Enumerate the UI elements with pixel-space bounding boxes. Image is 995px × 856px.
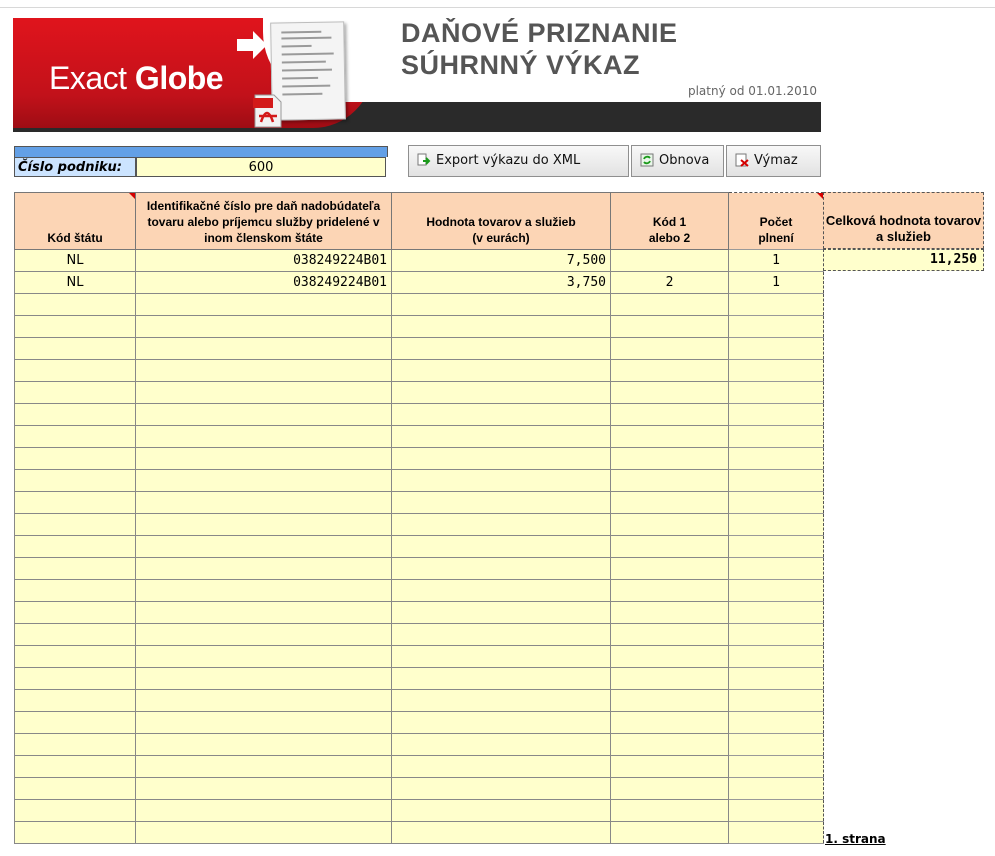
cell-vat-id[interactable] (136, 624, 392, 646)
cell-value[interactable] (392, 404, 611, 426)
cell-country-code[interactable] (15, 360, 136, 382)
cell-vat-id[interactable] (136, 580, 392, 602)
cell-count[interactable] (729, 668, 824, 690)
cell-country-code[interactable] (15, 580, 136, 602)
cell-country-code[interactable] (15, 624, 136, 646)
cell-count[interactable] (729, 338, 824, 360)
cell-code[interactable] (611, 426, 729, 448)
table-row (15, 646, 824, 668)
table-row (15, 294, 824, 316)
refresh-button[interactable] (631, 145, 724, 177)
cell-vat-id[interactable] (136, 382, 392, 404)
cell-count[interactable] (729, 360, 824, 382)
cell-vat-id[interactable] (136, 646, 392, 668)
cell-country-code[interactable] (15, 470, 136, 492)
summary-report-table (14, 192, 824, 844)
cell-count[interactable] (729, 690, 824, 712)
cell-count[interactable] (729, 404, 824, 426)
table-row (15, 360, 824, 382)
table-row (15, 690, 824, 712)
table-row (15, 668, 824, 690)
cell-value[interactable] (392, 712, 611, 734)
cell-value[interactable]: 3,750 (392, 272, 611, 294)
cell-vat-id[interactable] (136, 448, 392, 470)
cell-code[interactable] (611, 646, 729, 668)
cell-vat-id[interactable] (136, 316, 392, 338)
cell-value[interactable] (392, 294, 611, 316)
cell-value[interactable] (392, 426, 611, 448)
cell-value[interactable] (392, 580, 611, 602)
cell-value[interactable] (392, 734, 611, 756)
cell-country-code[interactable] (15, 448, 136, 470)
arrow-right-icon (235, 28, 269, 62)
cell-code[interactable] (611, 316, 729, 338)
page-title-line2: SÚHRNNÝ VÝKAZ (401, 50, 641, 80)
table-row (15, 734, 824, 756)
cell-vat-id[interactable] (136, 668, 392, 690)
cell-value[interactable] (392, 668, 611, 690)
cell-vat-id[interactable] (136, 734, 392, 756)
cell-count[interactable] (729, 470, 824, 492)
col-header-count: Počet plnení (729, 193, 824, 250)
table-row (15, 580, 824, 602)
cell-value[interactable]: 7,500 (392, 250, 611, 272)
delete-button[interactable] (726, 145, 821, 177)
cell-country-code[interactable] (15, 426, 136, 448)
cell-code[interactable] (611, 338, 729, 360)
table-row (15, 778, 824, 800)
cell-count[interactable] (729, 624, 824, 646)
cell-count[interactable] (729, 646, 824, 668)
col-header-code: Kód 1 alebo 2 (611, 193, 729, 250)
cell-count[interactable] (729, 734, 824, 756)
cell-count[interactable] (729, 294, 824, 316)
cell-count[interactable] (729, 800, 824, 822)
table-row (15, 602, 824, 624)
cell-count[interactable] (729, 514, 824, 536)
table-row (15, 712, 824, 734)
cell-count[interactable] (729, 712, 824, 734)
cell-code[interactable] (611, 712, 729, 734)
cell-code[interactable] (611, 448, 729, 470)
cell-country-code[interactable] (15, 536, 136, 558)
export-xml-label: Export výkazu do XML (436, 153, 581, 168)
cell-code[interactable] (611, 360, 729, 382)
exact-globe-banner (13, 18, 821, 132)
cell-count[interactable]: 1 (729, 250, 824, 272)
table-row (15, 338, 824, 360)
total-value-header: Celková hodnota tovarov a služieb (823, 192, 984, 249)
pdf-icon (253, 94, 283, 128)
cell-country-code[interactable] (15, 690, 136, 712)
cell-code[interactable] (611, 250, 729, 272)
cell-count[interactable] (729, 756, 824, 778)
cell-count[interactable] (729, 602, 824, 624)
cell-value[interactable] (392, 536, 611, 558)
cell-value[interactable] (392, 558, 611, 580)
cell-code[interactable] (611, 734, 729, 756)
cell-country-code[interactable]: NL (15, 272, 136, 294)
table-row (15, 514, 824, 536)
table-row (15, 426, 824, 448)
cell-value[interactable] (392, 778, 611, 800)
cell-code[interactable] (611, 602, 729, 624)
table-row (15, 822, 824, 844)
total-value-cell: 11,250 (823, 249, 984, 271)
cell-code[interactable] (611, 756, 729, 778)
cell-country-code[interactable] (15, 822, 136, 844)
cell-code[interactable] (611, 558, 729, 580)
cell-count[interactable] (729, 448, 824, 470)
table-row (15, 250, 824, 272)
cell-value[interactable] (392, 360, 611, 382)
cell-vat-id[interactable] (136, 338, 392, 360)
cell-vat-id[interactable] (136, 404, 392, 426)
cell-count[interactable] (729, 822, 824, 844)
cell-code[interactable] (611, 800, 729, 822)
table-row (15, 382, 824, 404)
cell-count[interactable] (729, 316, 824, 338)
table-row (15, 800, 824, 822)
cell-country-code[interactable]: NL (15, 250, 136, 272)
cell-country-code[interactable] (15, 712, 136, 734)
cell-code[interactable] (611, 492, 729, 514)
export-icon (417, 153, 431, 167)
cell-country-code[interactable] (15, 514, 136, 536)
table-header-row (15, 193, 824, 250)
cell-value[interactable] (392, 316, 611, 338)
exact-globe-logo: Exact Globe (49, 60, 224, 96)
cell-vat-id[interactable] (136, 558, 392, 580)
cell-vat-id[interactable] (136, 712, 392, 734)
table-row (15, 492, 824, 514)
cell-value[interactable] (392, 492, 611, 514)
table-row (15, 316, 824, 338)
table-row (15, 558, 824, 580)
cell-vat-id[interactable] (136, 426, 392, 448)
cell-vat-id[interactable] (136, 822, 392, 844)
cell-code[interactable] (611, 690, 729, 712)
cell-country-code[interactable] (15, 492, 136, 514)
cell-code[interactable] (611, 404, 729, 426)
cell-code[interactable] (611, 580, 729, 602)
top-divider (0, 7, 995, 8)
cell-country-code[interactable] (15, 602, 136, 624)
cell-country-code[interactable] (15, 558, 136, 580)
cell-count[interactable] (729, 558, 824, 580)
cell-code[interactable] (611, 624, 729, 646)
cell-country-code[interactable] (15, 756, 136, 778)
cell-code[interactable] (611, 668, 729, 690)
cell-code[interactable] (611, 470, 729, 492)
company-header-bar (14, 146, 388, 157)
cell-country-code[interactable] (15, 778, 136, 800)
table-row (15, 448, 824, 470)
cell-vat-id[interactable] (136, 470, 392, 492)
cell-count[interactable]: 1 (729, 272, 824, 294)
cell-value[interactable] (392, 514, 611, 536)
cell-value[interactable] (392, 624, 611, 646)
cell-count[interactable] (729, 426, 824, 448)
cell-vat-id[interactable] (136, 756, 392, 778)
table-row (15, 404, 824, 426)
col-header-vat-id: Identifikačné číslo pre daň nadobúdateľa tovaru alebo príjemcu služby pridelené v inom členskom štáte (136, 193, 392, 250)
cell-value[interactable] (392, 338, 611, 360)
table-row (15, 536, 824, 558)
cell-code[interactable] (611, 514, 729, 536)
cell-code[interactable]: 2 (611, 272, 729, 294)
company-number-field[interactable]: 600 (136, 157, 386, 177)
cell-code[interactable] (611, 822, 729, 844)
cell-country-code[interactable] (15, 800, 136, 822)
cell-vat-id[interactable] (136, 514, 392, 536)
cell-value[interactable] (392, 448, 611, 470)
refresh-label: Obnova (659, 153, 710, 168)
table-row (15, 272, 824, 294)
cell-vat-id[interactable] (136, 536, 392, 558)
comment-marker-icon (129, 193, 135, 199)
cell-country-code[interactable] (15, 338, 136, 360)
cell-value[interactable] (392, 690, 611, 712)
cell-country-code[interactable] (15, 294, 136, 316)
cell-code[interactable] (611, 294, 729, 316)
col-header-value: Hodnota tovarov a služieb (v eurách) (392, 193, 611, 250)
cell-value[interactable] (392, 602, 611, 624)
export-xml-button[interactable] (408, 145, 629, 177)
cell-vat-id[interactable] (136, 800, 392, 822)
table-row (15, 624, 824, 646)
cell-value[interactable] (392, 646, 611, 668)
delete-icon (735, 153, 749, 167)
cell-country-code[interactable] (15, 734, 136, 756)
delete-label: Výmaz (754, 153, 798, 168)
page-title-line1: DAŇOVÉ PRIZNANIE (401, 18, 678, 48)
cell-vat-id[interactable] (136, 294, 392, 316)
cell-country-code[interactable] (15, 382, 136, 404)
cell-count[interactable] (729, 382, 824, 404)
cell-count[interactable] (729, 492, 824, 514)
cell-count[interactable] (729, 778, 824, 800)
cell-vat-id[interactable]: 038249224B01 (136, 272, 392, 294)
cell-code[interactable] (611, 536, 729, 558)
cell-code[interactable] (611, 778, 729, 800)
cell-country-code[interactable] (15, 668, 136, 690)
table-row (15, 470, 824, 492)
cell-code[interactable] (611, 382, 729, 404)
cell-value[interactable] (392, 800, 611, 822)
page-number-link[interactable]: 1. strana (825, 832, 886, 846)
cell-vat-id[interactable] (136, 492, 392, 514)
cell-vat-id[interactable] (136, 360, 392, 382)
cell-count[interactable] (729, 536, 824, 558)
cell-vat-id[interactable]: 038249224B01 (136, 250, 392, 272)
cell-country-code[interactable] (15, 404, 136, 426)
cell-vat-id[interactable] (136, 778, 392, 800)
col-header-country-code: Kód štátu (15, 193, 136, 250)
cell-count[interactable] (729, 580, 824, 602)
valid-from-label: platný od 01.01.2010 (687, 84, 817, 98)
company-number-label: Číslo podniku: (14, 157, 136, 177)
table-row (15, 756, 824, 778)
cell-country-code[interactable] (15, 646, 136, 668)
cell-vat-id[interactable] (136, 602, 392, 624)
cell-value[interactable] (392, 756, 611, 778)
cell-value[interactable] (392, 822, 611, 844)
refresh-icon (640, 153, 654, 167)
cell-vat-id[interactable] (136, 690, 392, 712)
cell-value[interactable] (392, 382, 611, 404)
cell-country-code[interactable] (15, 316, 136, 338)
cell-value[interactable] (392, 470, 611, 492)
